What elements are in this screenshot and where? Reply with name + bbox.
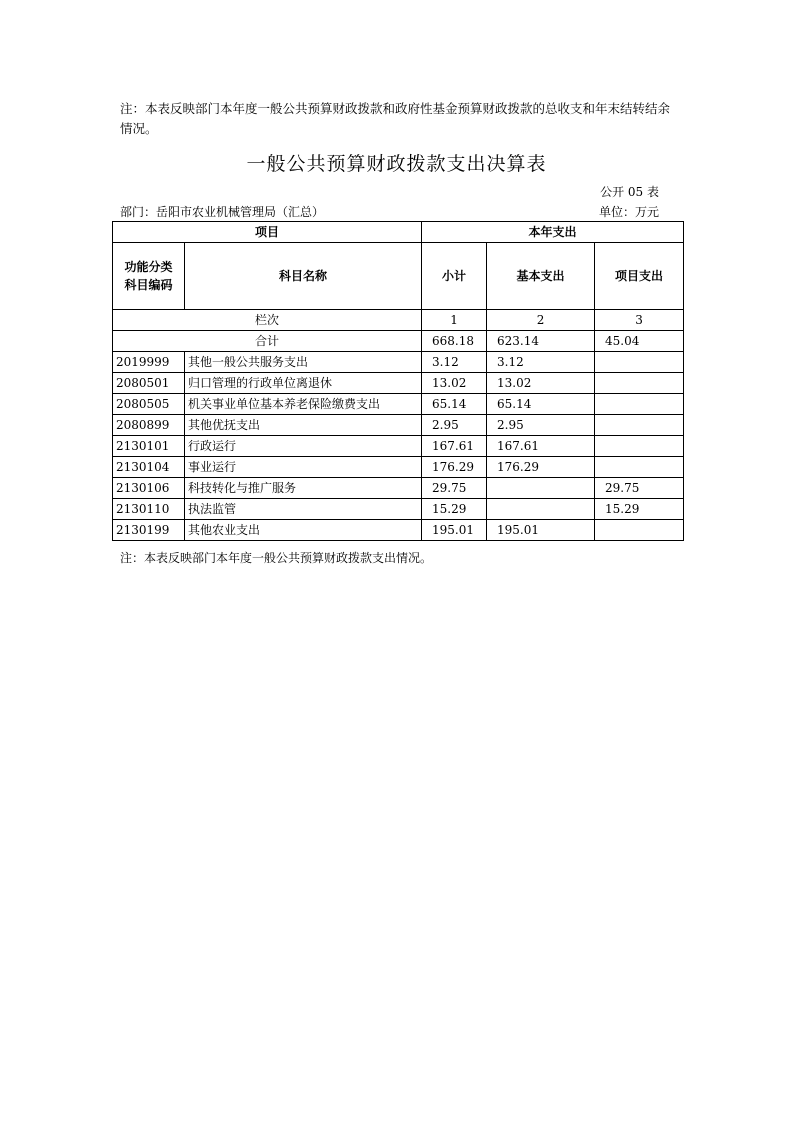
table-row: [113, 373, 684, 394]
row-code: 2130104: [113, 457, 185, 478]
row-project: 15.29: [595, 499, 684, 520]
total-project: 45.04: [595, 331, 684, 352]
row-project: 29.75: [595, 478, 684, 499]
row-subtotal: 176.29: [422, 457, 487, 478]
table-row: [113, 478, 684, 499]
table-row: [113, 352, 684, 373]
row-basic: 3.12: [487, 352, 595, 373]
row-basic: [487, 478, 595, 499]
row-subtotal: 3.12: [422, 352, 487, 373]
row-code: 2080505: [113, 394, 185, 415]
table-row: [113, 520, 684, 541]
header-code-line2: 科目编码: [124, 278, 173, 292]
row-project: [595, 457, 684, 478]
row-basic: 13.02: [487, 373, 595, 394]
department-label: 部门：岳阳市农业机械管理局（汇总）: [120, 205, 325, 219]
row-name: 归口管理的行政单位离退休: [185, 373, 422, 394]
row-name: 执法监管: [185, 499, 422, 520]
header-project-exp: 项目支出: [595, 243, 684, 310]
row-basic: 65.14: [487, 394, 595, 415]
row-code: 2130199: [113, 520, 185, 541]
row-code: 2130110: [113, 499, 185, 520]
row-project: [595, 415, 684, 436]
row-subtotal: 15.29: [422, 499, 487, 520]
bottom-note: 注：本表反映部门本年度一般公共预算财政拨款支出情况。: [120, 551, 433, 565]
table-row: [113, 415, 684, 436]
row-basic: [487, 499, 595, 520]
row-project: [595, 520, 684, 541]
row-project: [595, 394, 684, 415]
row-project: [595, 352, 684, 373]
table-row: [113, 457, 684, 478]
row-code: 2080501: [113, 373, 185, 394]
total-subtotal: 668.18: [422, 331, 487, 352]
header-row-1: [113, 222, 684, 243]
row-subtotal: 167.61: [422, 436, 487, 457]
row-name: 科技转化与推广服务: [185, 478, 422, 499]
row-basic: 167.61: [487, 436, 595, 457]
header-row-2: [113, 243, 684, 310]
header-code: [113, 243, 185, 310]
row-project: [595, 373, 684, 394]
header-basic: 基本支出: [487, 243, 595, 310]
header-name: 科目名称: [185, 243, 422, 310]
row-subtotal: 195.01: [422, 520, 487, 541]
row-name: 其他优抚支出: [185, 415, 422, 436]
row-code: 2130106: [113, 478, 185, 499]
row-name: 事业运行: [185, 457, 422, 478]
table-row: [113, 436, 684, 457]
total-basic: 623.14: [487, 331, 595, 352]
header-current-year: 本年支出: [422, 222, 684, 243]
row-name: 机关事业单位基本养老保险缴费支出: [185, 394, 422, 415]
row-code: 2130101: [113, 436, 185, 457]
unit-label: 单位：万元: [598, 205, 659, 219]
row-subtotal: 65.14: [422, 394, 487, 415]
table-row: [113, 499, 684, 520]
row-basic: 195.01: [487, 520, 595, 541]
column-order-label: 栏次: [113, 310, 422, 331]
total-label: 合计: [113, 331, 422, 352]
row-code: 2019999: [113, 352, 185, 373]
expenditure-table: [112, 221, 684, 541]
row-subtotal: 13.02: [422, 373, 487, 394]
page-title: 一般公共预算财政拨款支出决算表: [246, 153, 547, 175]
header-code-line1: 功能分类: [124, 260, 173, 274]
top-note: 注：本表反映部门本年度一般公共预算财政拨款和政府性基金预算财政拨款的总收支和年末结转结余情况。: [120, 101, 671, 136]
row-name: 其他一般公共服务支出: [185, 352, 422, 373]
header-project: 项目: [113, 222, 422, 243]
column-order-3: 3: [595, 310, 684, 331]
row-basic: 176.29: [487, 457, 595, 478]
row-name: 其他农业支出: [185, 520, 422, 541]
header-subtotal: 小计: [422, 243, 487, 310]
column-order-row: [113, 310, 684, 331]
column-order-2: 2: [487, 310, 595, 331]
row-code: 2080899: [113, 415, 185, 436]
row-basic: 2.95: [487, 415, 595, 436]
column-order-1: 1: [422, 310, 487, 331]
total-row: [113, 331, 684, 352]
row-project: [595, 436, 684, 457]
form-number: 公开 05 表: [600, 185, 659, 199]
table-row: [113, 394, 684, 415]
row-subtotal: 29.75: [422, 478, 487, 499]
row-subtotal: 2.95: [422, 415, 487, 436]
row-name: 行政运行: [185, 436, 422, 457]
